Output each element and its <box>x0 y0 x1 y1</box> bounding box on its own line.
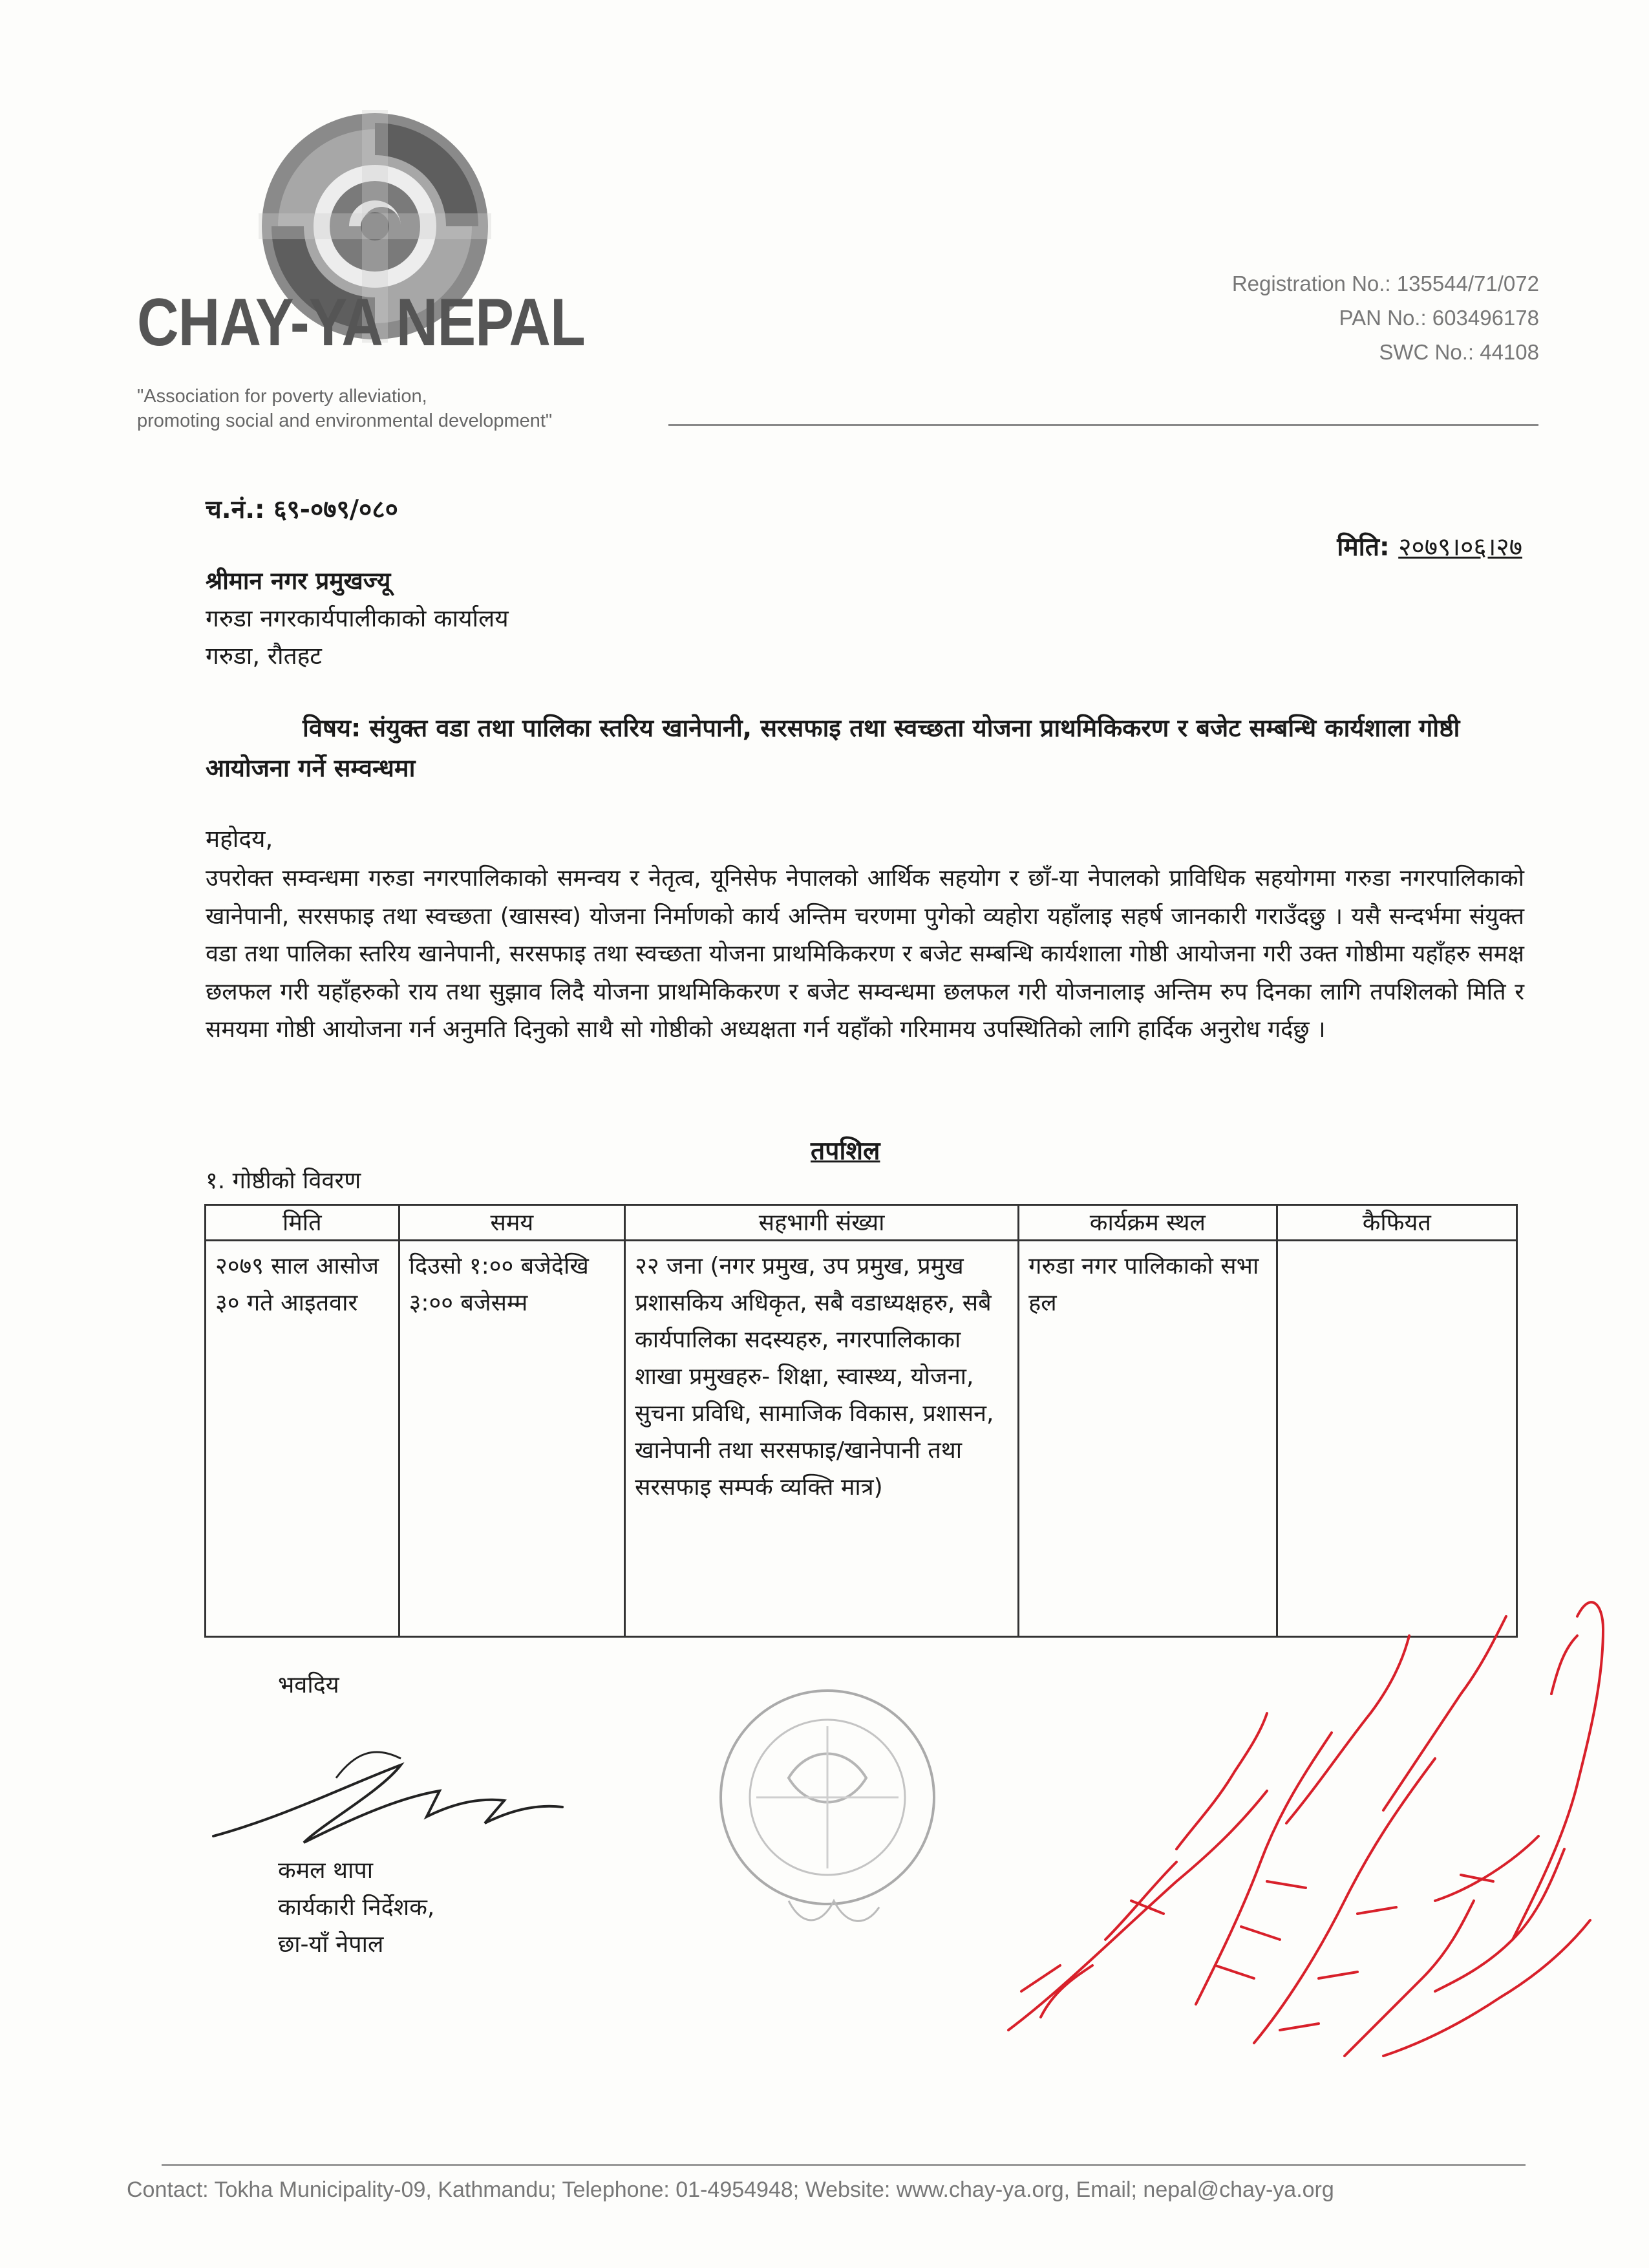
signer-name: कमल थापा <box>278 1857 374 1884</box>
pan-number: PAN No.: 603496178 <box>1339 306 1539 330</box>
header-divider <box>668 424 1538 426</box>
reference-number: च.नं.: ६९-०७९/०८० <box>206 495 398 524</box>
handwritten-note <box>983 1578 1629 2069</box>
organization-name: CHAY-YA NEPAL <box>137 285 585 360</box>
salutation: महोदय, <box>206 825 273 853</box>
header-remarks: कैफियत <box>1277 1205 1516 1241</box>
cell-time: दिउसो १:०० बजेदेखि ३:०० बजेसम्म <box>399 1241 624 1637</box>
tagline-line-2: promoting social and environmental development" <box>137 411 553 431</box>
registration-block <box>1232 266 1539 369</box>
organization-tagline <box>137 384 552 433</box>
addressee-place: गरुडा, रौतहट <box>206 642 322 670</box>
addressee-title: श्रीमान नगर प्रमुखज्यू <box>206 567 391 595</box>
date-label: मिति: <box>1337 533 1390 562</box>
header-venue: कार्यक्रम स्थल <box>1019 1205 1277 1241</box>
signature <box>207 1739 569 1868</box>
table-header-row <box>206 1205 1517 1241</box>
schedule-table <box>204 1204 1518 1638</box>
footer-contact: Contact: Tokha Municipality-09, Kathmandu; Telephone: 01-4954948; Website: www.chay-ya.org, Email; nepal@chay-ya.org <box>127 2177 1334 2202</box>
registration-number: Registration No.: 135544/71/072 <box>1231 272 1539 295</box>
cell-date: २०७९ साल आसोज ३० गते आइतवार <box>206 1241 399 1637</box>
section-heading: १. गोष्ठीको विवरण <box>206 1168 361 1194</box>
cell-participants: २२ जना (नगर प्रमुख, उप प्रमुख, प्रमुख प्रशासकिय अधिकृत, सबै वडाध्यक्षहरु, सबै कार्यपालिका सदस्यहरु, नगरपालिकाका शाखा प्रमुखहरु- शिक्षा, स्वास्थ्य, योजना, सुचना प्रविधि, सामाजिक विकास, प्रशासन, खानेपानी तथा सरसफाइ/खानेपानी तथा सरसफाइ सम्पर्क व्यक्ति मात्र) <box>625 1241 1019 1637</box>
signer-block <box>278 1852 434 1963</box>
header-date: मिति <box>206 1205 399 1241</box>
cell-venue: गरुडा नगर पालिकाको सभा हल <box>1019 1241 1277 1637</box>
header-participants: सहभागी संख्या <box>625 1205 1019 1241</box>
header-time: समय <box>399 1205 624 1241</box>
swc-number: SWC No.: 44108 <box>1379 340 1539 364</box>
tagline-line-1: "Association for poverty alleviation, <box>137 386 427 407</box>
letter-body: उपरोक्त सम्वन्धमा गरुडा नगरपालिकाको समन्वय र नेतृत्व, यूनिसेफ नेपालको आर्थिक सहयोग र छाँ-या नेपालको प्राविधिक सहयोगमा गरुडा नगरपालिकाको खानेपानी, सरसफाइ तथा स्वच्छता (खासस्व) योजना निर्माणको कार्य अन्तिम चरणमा पुगेको व्यहोरा यहाँलाइ सहर्ष जानकारी गराउँदछु । यसै सन्दर्भमा संयुक्त वडा तथा पालिका स्तरिय खानेपानी, सरसफाइ तथा स्वच्छता योजना प्राथमिकिकरण र बजेट सम्बन्धि कार्यशाला गोष्ठी आयोजना गरी उक्त गोष्ठीमा यहाँहरु समक्ष छलफल गरी यहाँहरुको राय तथा सुझाव लिदै योजना प्राथमिकिकरण र बजेट सम्वन्धमा छलफल गरी योजनालाइ अन्तिम रुप दिनका लागि तपशिलको मिति र समयमा गोष्ठी आयोजना गर्न अनुमति दिनुको साथै सो गोष्ठीको अध्यक्षता गर्न यहाँको गरिमामय उपस्थितिको लागि हार्दिक अनुरोध गर्दछु । <box>206 865 1524 1043</box>
footer-divider <box>162 2164 1526 2166</box>
date-value: २०७९।०६।२७ <box>1398 533 1522 562</box>
closing-word: भवदिय <box>278 1672 339 1698</box>
addressee-office: गरुडा नगरकार्यपालीकाको कार्यालय <box>206 604 509 632</box>
details-heading: तपशिल <box>811 1137 880 1166</box>
office-stamp <box>711 1668 944 1940</box>
letter-date <box>1337 529 1522 563</box>
signer-organization: छा-याँ नेपाल <box>278 1931 384 1958</box>
letter-subject: विषय: संयुक्त वडा तथा पालिका स्तरिय खानेपानी, सरसफाइ तथा स्वच्छता योजना प्राथमिकिकरण र बजेट सम्बन्धि कार्यशाला गोष्ठी आयोजना गर्ने सम्वन्धमा <box>206 714 1460 782</box>
addressee-block <box>206 562 509 675</box>
signer-title: कार्यकारी निर्देशक, <box>278 1894 435 1921</box>
